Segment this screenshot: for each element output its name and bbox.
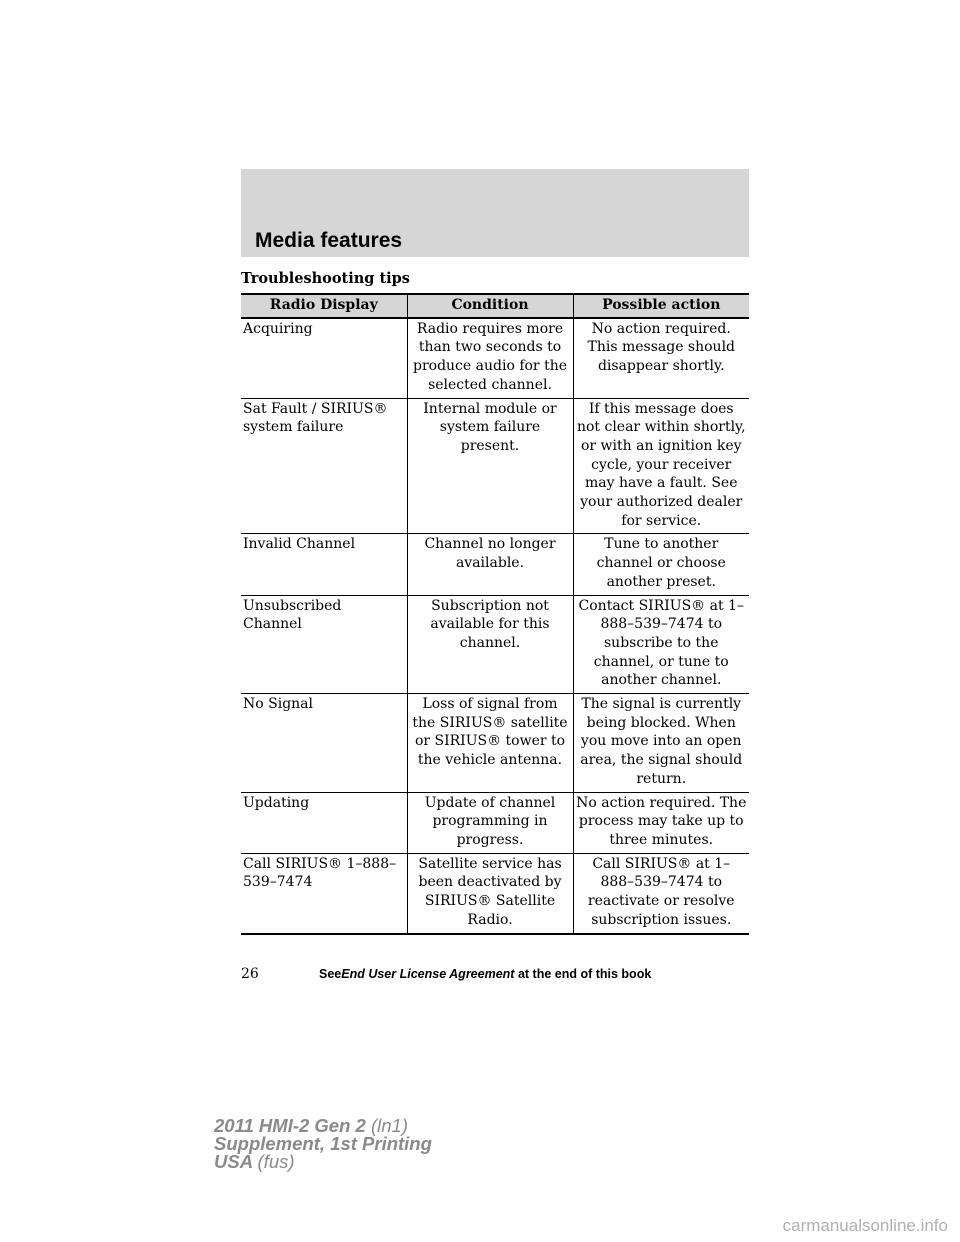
condition-cell: Radio requires more than two seconds to produce audio for the selected channel.	[407, 318, 573, 398]
possible-action-cell: No action required. This message should disappear shortly.	[573, 318, 749, 398]
condition-cell: Internal module or system failure present.	[407, 398, 573, 534]
column-header-possible-action: Possible action	[573, 294, 749, 318]
radio-display-cell: Unsubscribed Channel	[241, 595, 407, 694]
radio-display-cell: Invalid Channel	[241, 534, 407, 595]
possible-action-cell: If this message does not clear within shortly, or with an ignition key cycle, your receiver may have a fault. See your authorized dealer for service.	[573, 398, 749, 534]
license-agreement-reference: End User License Agreement	[341, 967, 515, 981]
table-row	[241, 853, 749, 933]
section-title: Troubleshooting tips	[241, 270, 410, 287]
print-market: USA	[214, 1151, 253, 1172]
condition-cell: Update of channel programming in progress.	[407, 792, 573, 853]
column-header-radio-display: Radio Display	[241, 294, 407, 318]
table-header-row	[241, 294, 749, 318]
page-number: 26	[241, 966, 259, 982]
possible-action-cell: Contact SIRIUS® at 1–888–539–7474 to subscribe to the channel, or tune to another channel.	[573, 595, 749, 694]
possible-action-cell: Tune to another channel or choose another preset.	[573, 534, 749, 595]
column-header-condition: Condition	[407, 294, 573, 318]
page-title: Media features	[255, 229, 403, 252]
radio-display-cell: Updating	[241, 792, 407, 853]
condition-cell: Channel no longer available.	[407, 534, 573, 595]
footer-note	[319, 967, 651, 981]
possible-action-cell: No action required. The process may take up to three minutes.	[573, 792, 749, 853]
table-row	[241, 792, 749, 853]
condition-cell: Loss of signal from the SIRIUS® satellite or SIRIUS® tower to the vehicle antenna.	[407, 694, 573, 793]
footer-note-suffix: at the end of this book	[517, 967, 652, 981]
print-edition: 2011 HMI-2 Gen 2	[214, 1115, 366, 1136]
condition-cell: Satellite service has been deactivated by SIRIUS® Satellite Radio.	[407, 853, 573, 933]
footer-note-prefix: See	[319, 967, 342, 981]
possible-action-cell: The signal is currently being blocked. When you move into an open area, the signal should return.	[573, 694, 749, 793]
watermark: carmanualsonline.info	[782, 1216, 948, 1235]
troubleshooting-table	[241, 293, 749, 935]
possible-action-cell: Call SIRIUS® at 1–888–539–7474 to reactivate or resolve subscription issues.	[573, 853, 749, 933]
print-market-code: (fus)	[257, 1151, 295, 1172]
table-row	[241, 534, 749, 595]
table-row	[241, 398, 749, 534]
table-row	[241, 318, 749, 398]
table-row	[241, 694, 749, 793]
print-info	[214, 1117, 432, 1171]
condition-cell: Subscription not available for this channel.	[407, 595, 573, 694]
radio-display-cell: Sat Fault / SIRIUS® system failure	[241, 398, 407, 534]
print-supplement: Supplement, 1st Printing	[214, 1133, 432, 1154]
print-edition-code: (ln1)	[370, 1115, 408, 1136]
table-row	[241, 595, 749, 694]
radio-display-cell: Acquiring	[241, 318, 407, 398]
radio-display-cell: No Signal	[241, 694, 407, 793]
radio-display-cell: Call SIRIUS® 1–888–539–7474	[241, 853, 407, 933]
header-band	[241, 169, 749, 257]
